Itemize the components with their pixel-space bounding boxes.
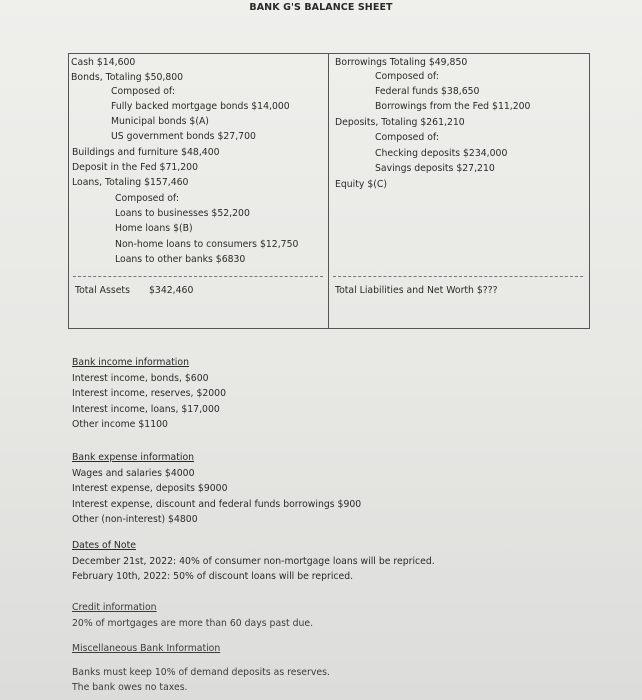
column-divider (328, 54, 329, 328)
asset-line: Composed of: (111, 86, 176, 97)
dates-section (72, 538, 435, 585)
asset-line: Loans, Totaling $157,460 (72, 177, 189, 188)
misc-section (72, 641, 330, 696)
asset-line: Cash $14,600 (71, 57, 136, 68)
expense-section (72, 450, 361, 528)
asset-line: US government bonds $27,700 (111, 131, 256, 142)
dates-item: February 10th, 2022: 50% of discount loans will be repriced. (72, 571, 354, 582)
asset-line: Fully backed mortgage bonds $14,000 (111, 101, 290, 112)
income-item: Interest income, bonds, $600 (72, 372, 209, 384)
credit-item: 20% of mortgages are more than 60 days past due. (72, 617, 314, 629)
total-liabilities-label: Total Liabilities and Net Worth $??? (335, 285, 498, 296)
liabilities-total-rule (333, 276, 583, 277)
expense-heading: Bank expense information (72, 452, 195, 463)
asset-line: Bonds, Totaling $50,800 (71, 72, 184, 83)
liability-line: Borrowings from the Fed $11,200 (375, 101, 531, 112)
liability-line: Composed of: (375, 71, 440, 82)
liability-line: Deposits, Totaling $261,210 (335, 117, 465, 128)
asset-line: Buildings and furniture $48,400 (72, 147, 220, 158)
total-assets-value: $342,460 (149, 285, 194, 296)
dates-item: December 21st, 2022: 40% of consumer non-mortgage loans will be repriced. (72, 555, 435, 567)
income-item: Interest income, reserves, $2000 (72, 388, 227, 399)
credit-heading: Credit information (72, 602, 157, 613)
income-item: Interest income, loans, $17,000 (72, 403, 220, 415)
misc-item: Banks must keep 10% of demand deposits as reserves. (72, 666, 330, 678)
credit-section (72, 600, 313, 631)
asset-line: Municipal bonds $(A) (111, 116, 209, 127)
liability-line: Checking deposits $234,000 (375, 148, 508, 159)
liability-line: Federal funds $38,650 (375, 86, 480, 97)
asset-line: Loans to other banks $6830 (115, 254, 246, 265)
income-item: Other income $1100 (72, 419, 168, 430)
assets-total-rule (73, 276, 323, 277)
page-title: BANK G'S BALANCE SHEET (249, 2, 393, 13)
income-section (72, 355, 226, 433)
expense-item: Other (non-interest) $4800 (72, 514, 198, 525)
asset-line: Composed of: (115, 193, 180, 204)
liability-line: Borrowings Totaling $49,850 (335, 57, 468, 68)
total-assets-label: Total Assets (75, 285, 130, 296)
asset-line: Home loans $(B) (115, 223, 193, 234)
income-heading: Bank income information (72, 357, 189, 368)
misc-heading: Miscellaneous Bank Information (72, 643, 221, 654)
dates-heading: Dates of Note (72, 540, 136, 551)
asset-line: Deposit in the Fed $71,200 (72, 162, 198, 173)
expense-item: Interest expense, discount and federal funds borrowings $900 (72, 498, 362, 510)
expense-item: Interest expense, deposits $9000 (72, 483, 228, 494)
misc-item: The bank owes no taxes. (72, 682, 188, 693)
liability-line: Composed of: (375, 132, 440, 143)
asset-line: Non-home loans to consumers $12,750 (115, 239, 299, 250)
balance-sheet-table (68, 53, 590, 329)
expense-item: Wages and salaries $4000 (72, 467, 195, 479)
liability-line: Equity $(C) (335, 179, 388, 190)
liability-line: Savings deposits $27,210 (375, 163, 495, 174)
asset-line: Loans to businesses $52,200 (115, 208, 250, 219)
